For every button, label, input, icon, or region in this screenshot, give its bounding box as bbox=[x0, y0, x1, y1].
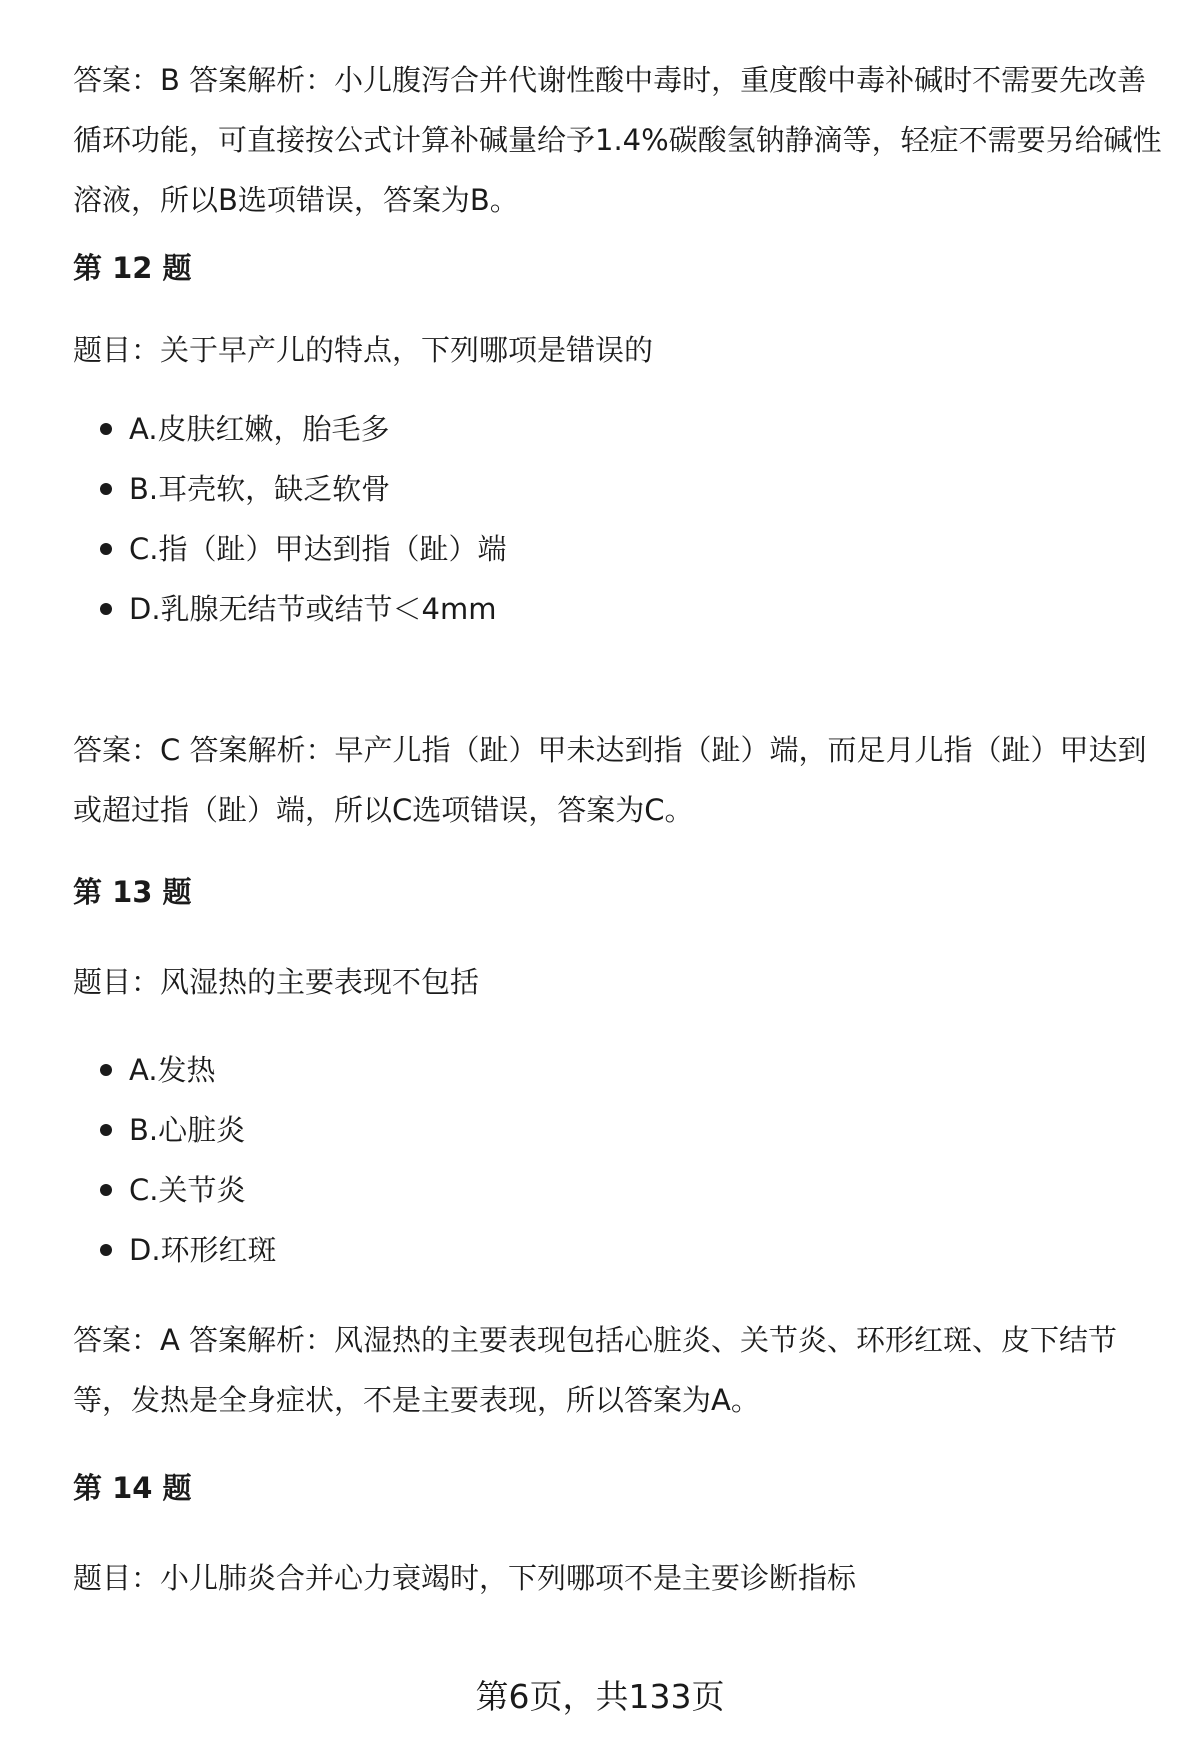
bullet-icon bbox=[100, 1124, 112, 1136]
question-13-text: 题目：风湿热的主要表现不包括 bbox=[73, 965, 480, 999]
bullet-icon bbox=[100, 1064, 112, 1076]
page-number: 第6页，共133页 bbox=[475, 1677, 725, 1716]
question-13-heading: 第 13 题 bbox=[73, 875, 192, 909]
bullet-icon bbox=[100, 1184, 112, 1196]
option-text: C.关节炎 bbox=[129, 1173, 246, 1207]
bullet-icon bbox=[100, 543, 112, 555]
bullet-icon bbox=[100, 603, 112, 615]
bullet-icon bbox=[100, 423, 112, 435]
list-item bbox=[73, 1100, 277, 1160]
list-item bbox=[73, 459, 506, 519]
list-item bbox=[73, 1160, 277, 1220]
bullet-icon bbox=[100, 1244, 112, 1256]
bullet-icon bbox=[100, 483, 112, 495]
question-14-text: 题目：小儿肺炎合并心力衰竭时，下列哪项不是主要诊断指标 bbox=[73, 1561, 857, 1595]
list-item bbox=[73, 579, 506, 639]
list-item bbox=[73, 399, 506, 459]
question-13-options bbox=[73, 1040, 277, 1280]
answer-13-explanation: 答案：A 答案解析：风湿热的主要表现包括心脏炎、关节炎、环形红斑、皮下结节等，发热是全身症状，不是主要表现，所以答案为A。 bbox=[73, 1323, 1118, 1417]
option-text: A.皮肤红嫩，胎毛多 bbox=[129, 412, 390, 446]
option-text: D.乳腺无结节或结节＜4mm bbox=[129, 592, 497, 626]
answer-12-explanation: 答案：C 答案解析：早产儿指（趾）甲未达到指（趾）端，而足月儿指（趾）甲达到或超过指（趾）端，所以C选项错误，答案为C。 bbox=[73, 733, 1147, 827]
list-item bbox=[73, 519, 506, 579]
list-item bbox=[73, 1040, 277, 1100]
question-12-heading: 第 12 题 bbox=[73, 251, 192, 285]
question-14-heading: 第 14 题 bbox=[73, 1471, 192, 1505]
option-text: B.耳壳软，缺乏软骨 bbox=[129, 472, 391, 506]
option-text: B.心脏炎 bbox=[129, 1113, 246, 1147]
option-text: A.发热 bbox=[129, 1053, 216, 1087]
question-12-options bbox=[73, 399, 506, 639]
question-12-text: 题目：关于早产儿的特点，下列哪项是错误的 bbox=[73, 333, 654, 367]
answer-11-explanation: 答案：B 答案解析：小儿腹泻合并代谢性酸中毒时，重度酸中毒补碱时不需要先改善循环功能，可直接按公式计算补碱量给予1.4%碳酸氢钠静滴等，轻症不需要另给碱性溶液，所以B选项错误，答案为B。 bbox=[73, 63, 1162, 217]
option-text: C.指（趾）甲达到指（趾）端 bbox=[129, 532, 507, 566]
option-text: D.环形红斑 bbox=[129, 1233, 277, 1267]
list-item bbox=[73, 1220, 277, 1280]
